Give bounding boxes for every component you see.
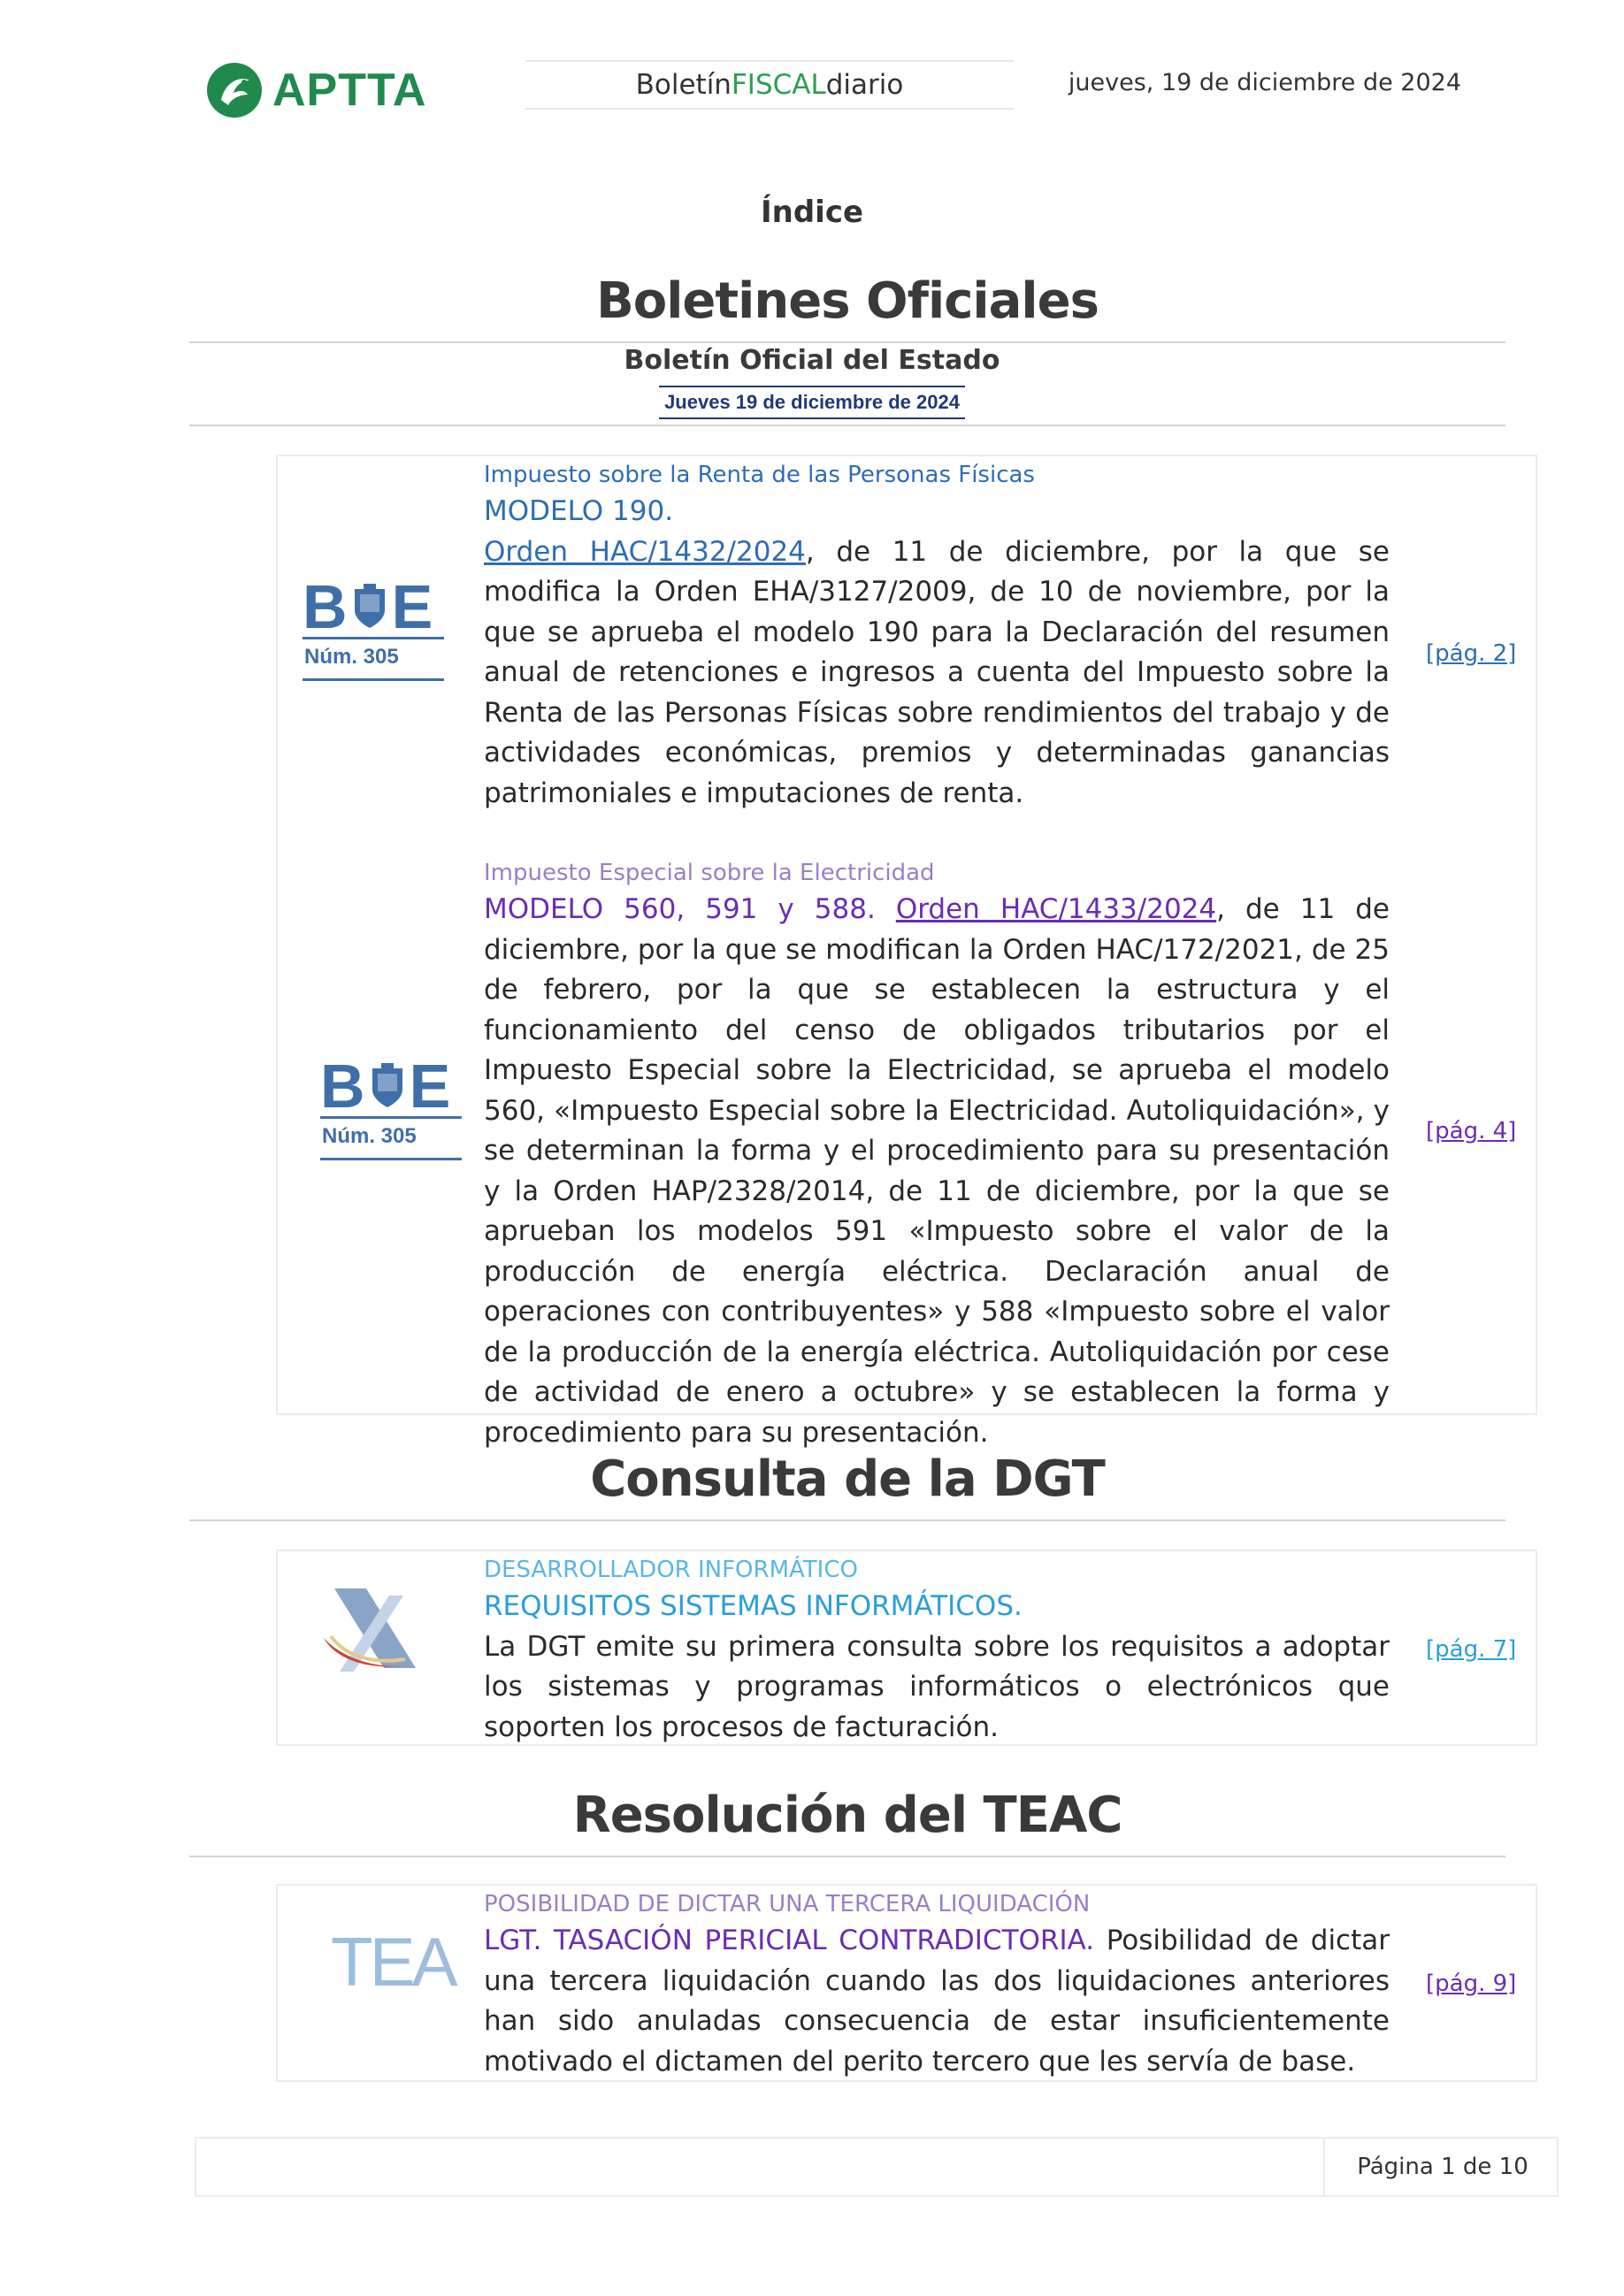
boe-number: Núm. 305 <box>322 1124 417 1148</box>
bulletin-title-part1: Boletín <box>635 69 732 101</box>
entry-category: Impuesto sobre la Renta de las Personas Físicas <box>484 462 1035 488</box>
boe-glyph <box>320 1052 462 1121</box>
entry-category: Impuesto Especial sobre la Electricidad <box>484 860 935 886</box>
entry-body: La DGT emite su primera consulta sobre los requisitos a adoptar los sistemas y programas informáticos o electrónicos que soporten los procesos de facturación. <box>484 1630 1390 1743</box>
coat-of-arms-icon <box>351 584 388 630</box>
order-link[interactable]: Orden HAC/1433/2024 <box>895 893 1217 925</box>
aeat-logo-icon <box>318 1583 425 1680</box>
boe-logo <box>320 1052 462 1160</box>
entry-body: Posibilidad de dictar una tercera liquidación cuando las dos liquidaciones anteriores han sido anuladas consecuencia de estar insuficientemente motivado el dictamen del perito tercero que les servía de base. <box>484 1925 1390 2078</box>
entry-dgt <box>484 1553 1390 1748</box>
coat-of-arms-icon <box>369 1063 406 1109</box>
divider <box>189 1856 1505 1857</box>
aptta-logo <box>205 60 426 120</box>
header-date: jueves, 19 de diciembre de 2024 <box>1068 69 1461 96</box>
entry-model: REQUISITOS SISTEMAS INFORMÁTICOS. <box>484 1590 1023 1622</box>
boe-date-wrap <box>0 386 1624 419</box>
boe-letter-e: E <box>409 1052 451 1121</box>
page-link[interactable]: [pág. 2] <box>1426 640 1517 667</box>
section-title-dgt: Consulta de la DGT <box>590 1450 1105 1508</box>
bulletin-title-accent: FISCAL <box>731 69 826 101</box>
boe-rule <box>303 678 444 681</box>
entry-teac <box>484 1887 1390 2082</box>
divider <box>189 425 1505 426</box>
boe-letter-b: B <box>320 1052 365 1121</box>
entry-body: , de 11 de diciembre, por la que se modifica la Orden EHA/3127/2009, de 10 de noviembre, por la que se aprueba el modelo 190 para la Declaración del resumen anual de retenciones e ingresos a cuenta del Impuesto sobre la Renta de las Personas Físicas sobre rendimientos del trabajo y de actividades económicas, premios y determinadas ganancias patrimoniales e imputaciones de renta. <box>484 535 1390 809</box>
entry-irpf <box>484 458 1390 814</box>
boe-letter-e: E <box>391 572 433 641</box>
boe-date: Jueves 19 de diciembre de 2024 <box>659 386 965 419</box>
boe-logo <box>303 572 444 681</box>
tea-logo: TEA <box>331 1923 455 2001</box>
entry-model: MODELO 560, 591 y 588. <box>484 893 896 925</box>
aptta-logo-icon <box>205 61 264 119</box>
index-title: Índice <box>760 195 864 230</box>
page-link[interactable]: [pág. 7] <box>1426 1636 1517 1663</box>
section-title-boletines: Boletines Oficiales <box>596 272 1099 330</box>
divider <box>189 341 1505 343</box>
page-number: Página 1 de 10 <box>1357 2154 1528 2180</box>
divider <box>189 1519 1505 1521</box>
entry-model: LGT. TASACIÓN PERICIAL CONTRADICTORIA. <box>484 1925 1095 1956</box>
footer-separator <box>1323 2137 1325 2197</box>
boe-subtitle: Boletín Oficial del Estado <box>624 345 1000 376</box>
bulletin-title <box>525 60 1014 110</box>
entry-body: , de 11 de diciembre, por la que se modifican la Orden HAC/172/2021, de 25 de febrero, por la que se establecen la estructura y el funcionamiento del censo de obligados tributarios por el Impuesto Especial sobre la Electricidad, se aprueba el modelo 560, «Impuesto Especial sobre la Electricidad. Autoliquidación», y se determinan la forma y el procedimiento para su presentación y la Orden HAP/2328/2014, de 11 de diciembre, por la que se aprueban los modelos 591 «Impuesto sobre el valor de la producción de energía eléctrica. Declaración anual de operaciones con contribuyentes» y 588 «Impuesto sobre el valor de la producción de la energía eléctrica. Autoliquidación por cese de actividad de enero a octubre» y se establecen la forma y procedimiento para su presentación. <box>484 893 1390 1449</box>
section-title-teac: Resolución del TEAC <box>572 1787 1122 1844</box>
boe-number: Núm. 305 <box>304 645 399 669</box>
bulletin-title-part2: diario <box>825 69 904 101</box>
boe-letter-b: B <box>303 572 348 641</box>
page-link[interactable]: [pág. 4] <box>1426 1118 1517 1144</box>
logo-text: APTTA <box>272 65 427 116</box>
order-link[interactable]: Orden HAC/1432/2024 <box>484 535 806 568</box>
boe-rule <box>320 1158 462 1160</box>
entry-category: DESARROLLADOR INFORMÁTICO <box>484 1557 858 1583</box>
entry-model: MODELO 190. <box>484 495 674 527</box>
page-link[interactable]: [pág. 9] <box>1426 1971 1517 1997</box>
entry-category: POSIBILIDAD DE DICTAR UNA TERCERA LIQUIDACIÓN <box>484 1891 1091 1917</box>
boe-glyph <box>303 572 444 641</box>
entry-electricidad <box>484 856 1390 1453</box>
